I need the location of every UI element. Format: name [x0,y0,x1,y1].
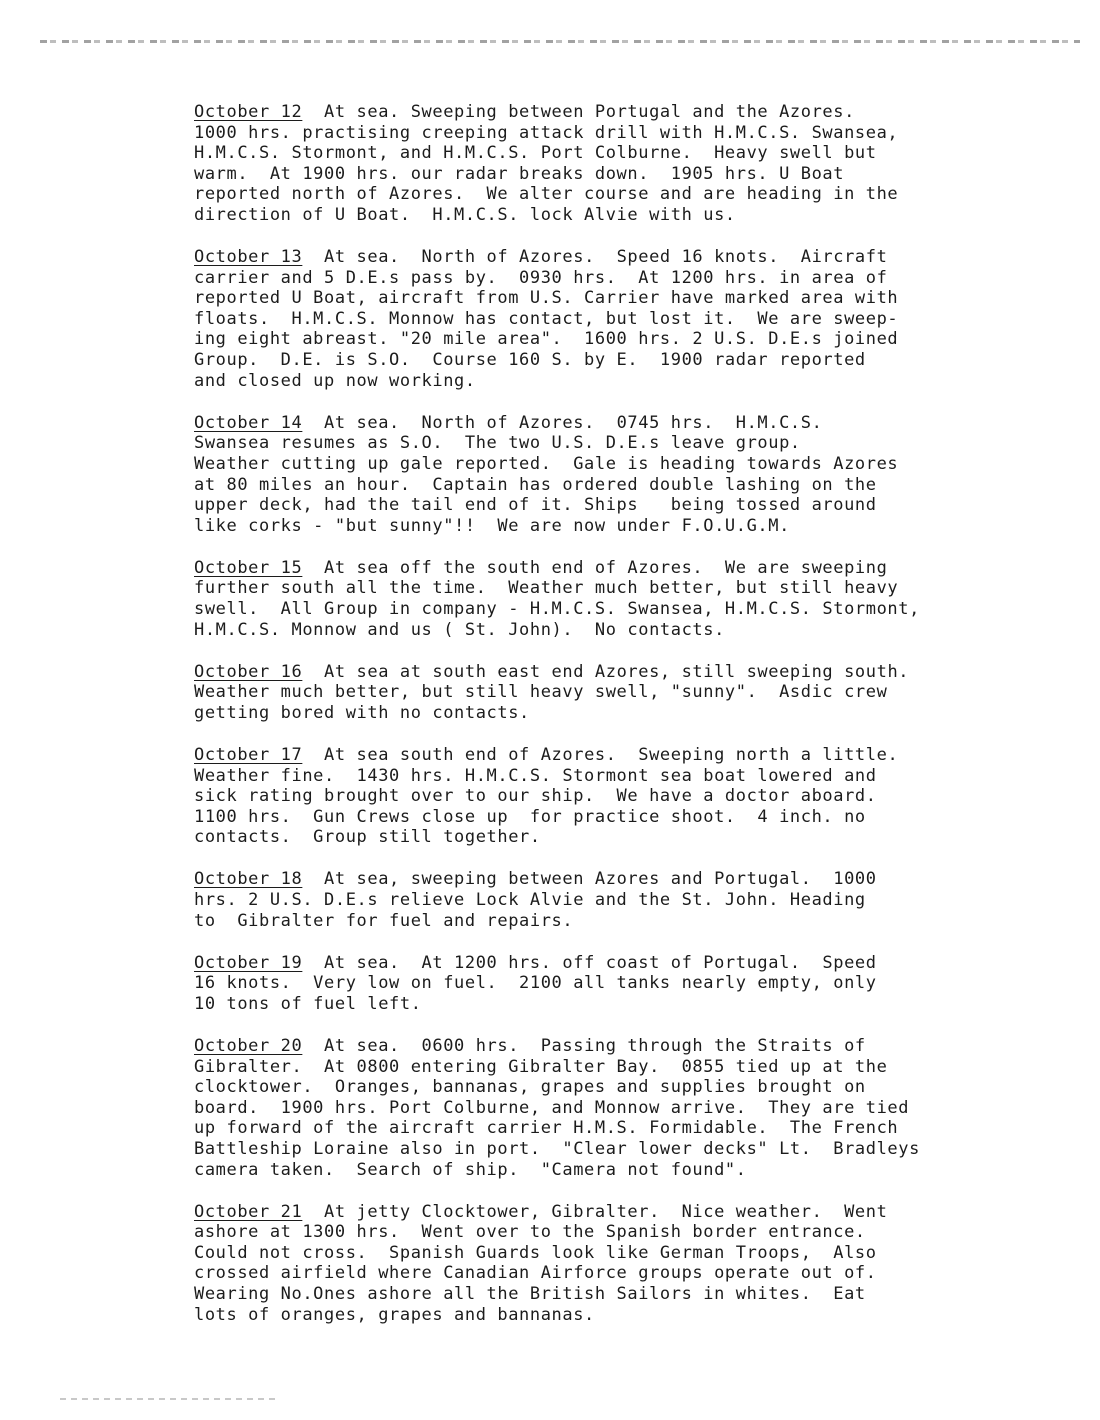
diary-page [194,102,1054,1347]
entry-line: October 21 At jetty Clocktower, Gibralter. Nice weather. Went [194,1201,888,1222]
entry-line: board. 1900 hrs. Port Colburne, and Monnow arrive. They are tied [194,1097,910,1118]
entry-date: October 21 [194,1201,303,1222]
entry-line: direction of U Boat. H.M.C.S. lock Alvie with us. [194,204,736,225]
diary-entry-october-14 [194,413,1054,537]
diary-entry-october-21 [194,1202,1054,1326]
entry-line: at 80 miles an hour. Captain has ordered double lashing on the [194,474,877,495]
entry-line: Group. D.E. is S.O. Course 160 S. by E. 1900 radar reported [194,350,866,371]
entry-line: and closed up now working. [194,370,476,391]
entry-line: further south all the time. Weather much better, but still heavy [194,578,899,599]
entry-date: October 20 [194,1035,303,1056]
entry-line: H.M.C.S. Stormont, and H.M.C.S. Port Colburne. Heavy swell but [194,143,877,164]
entry-line: 1000 hrs. practising creeping attack drill with H.M.C.S. Swansea, [194,122,899,143]
diary-entry-october-13 [194,247,1054,391]
entry-line: Swansea resumes as S.O. The two U.S. D.E.s leave group. [194,433,801,454]
entry-date: October 19 [194,952,303,973]
entry-line: 1100 hrs. Gun Crews close up for practice shoot. 4 inch. no [194,806,866,827]
entry-line: crossed airfield where Canadian Airforce groups operate out of. [194,1263,877,1284]
entry-line: October 20 At sea. 0600 hrs. Passing through the Straits of [194,1035,866,1056]
entry-line: Weather much better, but still heavy swell, "sunny". Asdic crew [194,682,888,703]
entry-date: October 15 [194,557,303,578]
entry-line: ashore at 1300 hrs. Went over to the Spanish border entrance. [194,1222,866,1243]
entry-line: reported north of Azores. We alter course and are heading in the [194,184,899,205]
entry-date: October 17 [194,744,303,765]
entry-date: October 16 [194,661,303,682]
diary-entry-october-12 [194,102,1054,226]
entry-line: October 12 At sea. Sweeping between Portugal and the Azores. [194,102,855,122]
entry-date: October 12 [194,102,303,122]
entry-line: ing eight abreast. "20 mile area". 1600 hrs. 2 U.S. D.E.s joined [194,329,899,350]
entry-line: Could not cross. Spanish Guards look like German Troops, Also [194,1242,877,1263]
entry-line: October 19 At sea. At 1200 hrs. off coast of Portugal. Speed [194,952,877,973]
entry-line: 16 knots. Very low on fuel. 2100 all tanks nearly empty, only [194,973,877,994]
entry-line: October 13 At sea. North of Azores. Speed 16 knots. Aircraft [194,247,888,268]
entry-line: floats. H.M.C.S. Monnow has contact, but lost it. We are sweep- [194,308,899,329]
entry-line: contacts. Group still together. [194,827,541,848]
entry-line: October 16 At sea at south east end Azores, still sweeping south. [194,661,910,682]
entry-line: getting bored with no contacts. [194,702,530,723]
entry-line: Weather fine. 1430 hrs. H.M.C.S. Stormont sea boat lowered and [194,765,877,786]
entry-line: October 18 At sea, sweeping between Azores and Portugal. 1000 [194,869,877,890]
entry-line: 10 tons of fuel left. [194,993,422,1014]
entry-line: sick rating brought over to our ship. We have a doctor aboard. [194,786,877,807]
entry-line: up forward of the aircraft carrier H.M.S. Formidable. The French [194,1118,899,1139]
entry-line: carrier and 5 D.E.s pass by. 0930 hrs. At 1200 hrs. in area of [194,267,888,288]
entry-line: lots of oranges, grapes and bannanas. [194,1304,595,1325]
entry-line: like corks - "but sunny"!! We are now under F.O.U.G.M. [194,515,790,536]
diary-entry-october-18 [194,869,1054,931]
diary-entry-october-16 [194,662,1054,724]
entry-line: upper deck, had the tail end of it. Ships being tossed around [194,495,877,516]
diary-entry-october-17 [194,745,1054,848]
entry-line: reported U Boat, aircraft from U.S. Carrier have marked area with [194,288,899,309]
entry-line: Gibralter. At 0800 entering Gibralter Bay. 0855 tied up at the [194,1056,888,1077]
entry-date: October 14 [194,412,303,433]
entry-line: clocktower. Oranges, bannanas, grapes and supplies brought on [194,1077,866,1098]
entry-date: October 18 [194,869,303,890]
entry-date: October 13 [194,247,303,268]
entry-line: to Gibralter for fuel and repairs. [194,910,574,931]
entry-line: Battleship Loraine also in port. "Clear lower decks" Lt. Bradleys [194,1138,920,1159]
entry-line: Weather cutting up gale reported. Gale is heading towards Azores [194,453,899,474]
entry-line: hrs. 2 U.S. D.E.s relieve Lock Alvie and the St. John. Heading [194,890,866,910]
entry-line: Wearing No.Ones ashore all the British Sailors in whites. Eat [194,1284,866,1304]
scan-edge-top [40,40,1080,43]
entry-line: October 14 At sea. North of Azores. 0745 hrs. H.M.C.S. [194,412,823,433]
entry-line: October 15 At sea off the south end of Azores. We are sweeping [194,557,888,578]
diary-entry-october-20 [194,1036,1054,1180]
entry-line: swell. All Group in company - H.M.C.S. Swansea, H.M.C.S. Stormont, [194,598,920,619]
scan-edge-bottom [60,1398,280,1400]
entry-line: H.M.C.S. Monnow and us ( St. John). No contacts. [194,619,725,640]
entry-line: camera taken. Search of ship. "Camera not found". [194,1159,747,1180]
entry-line: warm. At 1900 hrs. our radar breaks down. 1905 hrs. U Boat [194,163,845,184]
diary-entry-october-19 [194,953,1054,1015]
diary-entry-october-15 [194,558,1054,640]
entry-line: October 17 At sea south end of Azores. Sweeping north a little. [194,744,899,765]
